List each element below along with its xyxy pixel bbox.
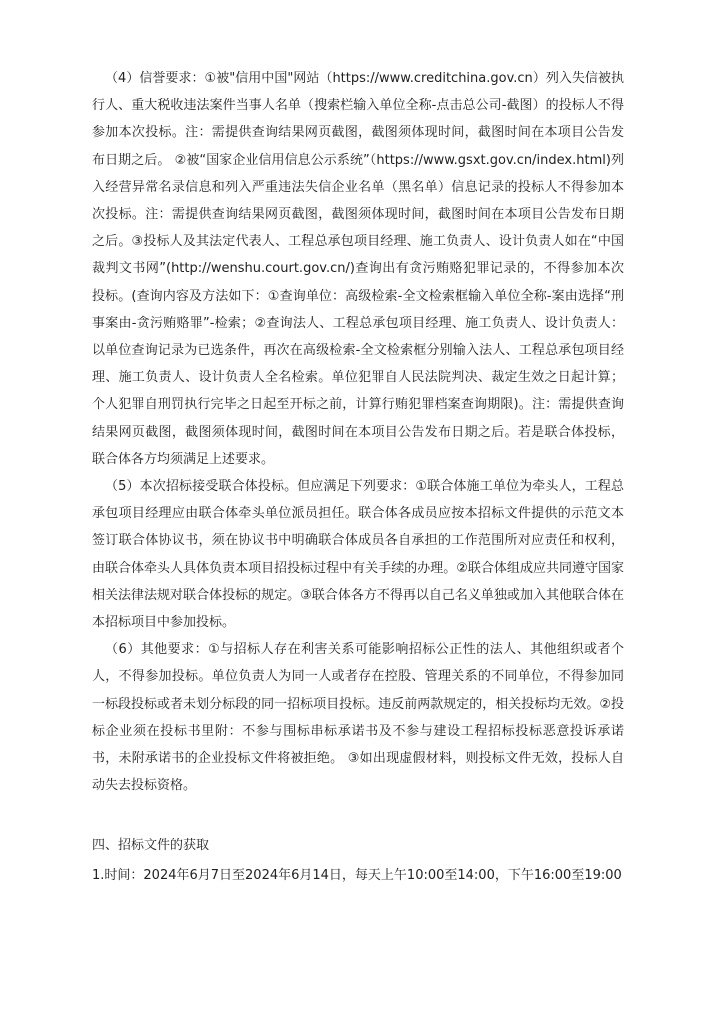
tender-documents-time: 1.时间：2024年6月7日至2024年6月14日，每天上午10:00至14:00，下午16:00至19:00 bbox=[92, 868, 622, 884]
paragraph-credit-requirements: （4）信誉要求：①被"信用中国"网站（https://www.creditchina.gov.cn）列入失信被执行人、重大税收违法案件当事人名单（搜索栏输入单位全称-点击总公司-截图）的投标人不得参加本次投标。注：需提供查询结果网页截图，截图须体现时间，截图时间在本项目公告发布日期之后。 ②被“国家企业信用信息公示系统”（https://www.gsxt.gov.cn/index.html)列入经营异常名录信息和列入严重违法失信企业名单（黑名单）信息记录的投标人不得参加本次投标。注：需提供查询结果网页截图，截图须体现时间，截图时间在本项目公告发布日期之后。③投标人及其法定代表人、工程总承包项目经理、施工负责人、设计负责人如在“中国裁判文书网”(http://wenshu.court.gov.cn/)查询出有贪污贿赂犯罪记录的，不得参加本次投标。(查询内容及方法如下：①查询单位：高级检索-全文检索框输入单位全称-案由选择“刑事案由-贪污贿赂罪”-检索；②查询法人、工程总承包项目经理、施工负责人、设计负责人：以单位查询记录为已选条件，再次在高级检索-全文检索框分别输入法人、工程总承包项目经理、施工负责人、设计负责人全名检索。单位犯罪自人民法院判决、裁定生效之日起计算；个人犯罪自刑罚执行完毕之日起至开标之前，计算行贿犯罪档案查询期限)。注：需提供查询结果网页截图，截图须体现时间，截图时间在本项目公告发布日期之后。若是联合体投标，联合体各方均须满足上述要求。 bbox=[92, 71, 624, 467]
section-heading-tender-documents: 四、招标文件的获取 bbox=[92, 838, 210, 854]
paragraph-consortium-requirements: （5）本次招标接受联合体投标。但应满足下列要求：①联合体施工单位为牵头人，工程总承包项目经理应由联合体牵头单位派员担任。联合体各成员应按本招标文件提供的示范文本签订联合体协议书，须在协议书中明确联合体成员各自承担的工作范围所对应责任和权利，由联合体牵头人具体负责本项目招投标过程中有关手续的办理。②联合体组成应共同遵守国家相关法律法规对联合体投标的规定。③联合体各方不得再以自己名义单独或加入其他联合体在本招标项目中参加投标。 bbox=[92, 479, 624, 631]
paragraph-other-requirements: （6）其他要求：①与招标人存在利害关系可能影响招标公正性的法人、其他组织或者个人，不得参加投标。单位负责人为同一人或者存在控股、管理关系的不同单位，不得参加同一标段投标或者未划分标段的同一招标项目投标。违反前两款规定的，相关投标均无效。②投标企业须在投标书里附：不参与围标串标承诺书及不参与建设工程招标投标恶意投诉承诺书，未附承诺书的企业投标文件将被拒绝。 ③如出现虚假材料，则投标文件无效，投标人自动失去投标资格。 bbox=[92, 642, 624, 794]
